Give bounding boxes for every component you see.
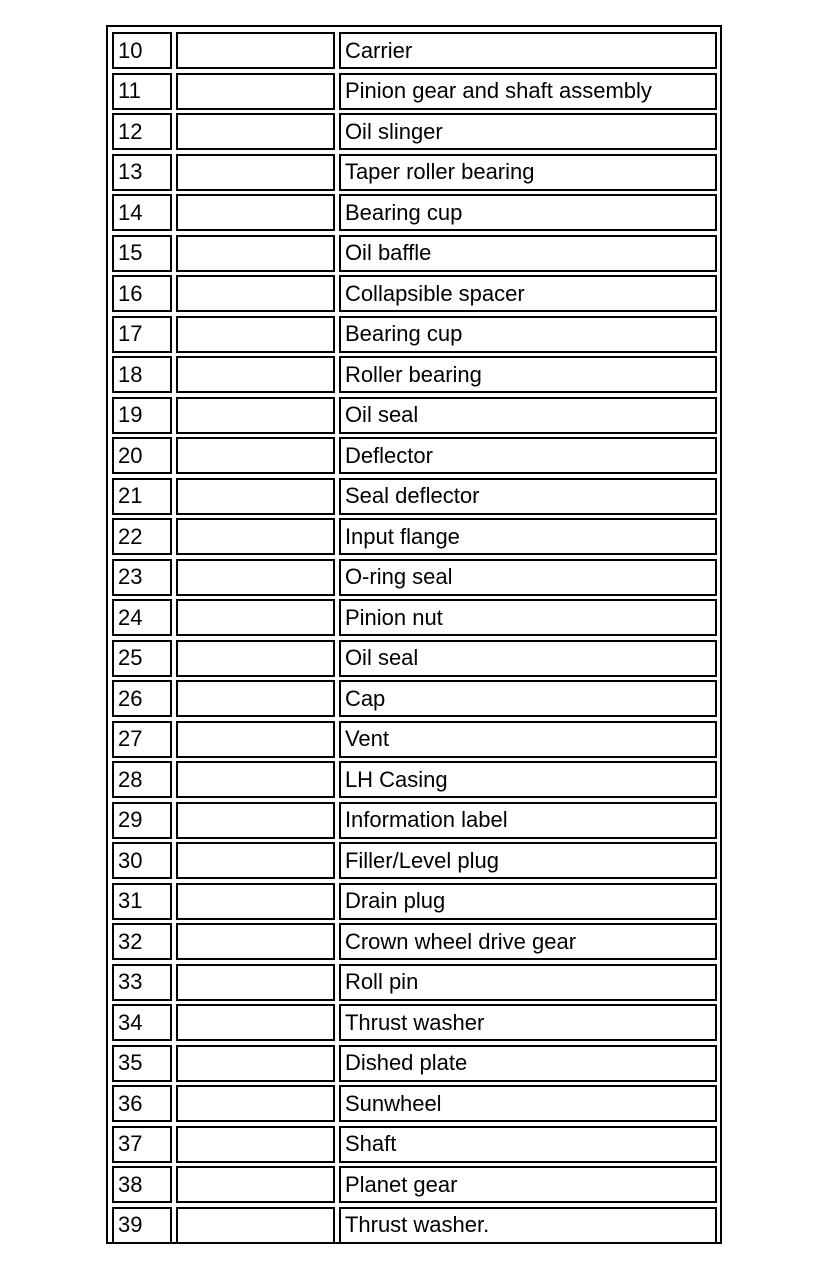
table-row	[112, 1002, 717, 1043]
description-cell: Oil baffle	[339, 235, 717, 272]
table-row	[112, 597, 717, 638]
item-number-cell: 14	[112, 194, 172, 231]
table-row	[112, 1164, 717, 1205]
table-row	[112, 1083, 717, 1124]
table-row	[112, 354, 717, 395]
description-cell: Oil slinger	[339, 113, 717, 150]
description-cell: Oil seal	[339, 640, 717, 677]
parts-table	[106, 25, 722, 1244]
description-cell: Thrust washer	[339, 1004, 717, 1041]
blank-cell	[176, 1004, 335, 1041]
table-row	[112, 152, 717, 193]
description-cell: O-ring seal	[339, 559, 717, 596]
description-cell: Filler/Level plug	[339, 842, 717, 879]
item-number-cell: 15	[112, 235, 172, 272]
table-row	[112, 314, 717, 355]
item-number-cell: 28	[112, 761, 172, 798]
blank-cell	[176, 842, 335, 879]
blank-cell	[176, 235, 335, 272]
description-cell: Cap	[339, 680, 717, 717]
item-number-cell: 22	[112, 518, 172, 555]
blank-cell	[176, 437, 335, 474]
table-row	[112, 273, 717, 314]
item-number-cell: 13	[112, 154, 172, 191]
description-cell: Vent	[339, 721, 717, 758]
blank-cell	[176, 761, 335, 798]
table-row	[112, 30, 717, 71]
table-row	[112, 921, 717, 962]
description-cell: Sunwheel	[339, 1085, 717, 1122]
table-row	[112, 71, 717, 112]
item-number-cell: 11	[112, 73, 172, 110]
table-row	[112, 516, 717, 557]
blank-cell	[176, 518, 335, 555]
table-row	[112, 435, 717, 476]
item-number-cell: 30	[112, 842, 172, 879]
description-cell: Oil seal	[339, 397, 717, 434]
item-number-cell: 31	[112, 883, 172, 920]
item-number-cell: 23	[112, 559, 172, 596]
item-number-cell: 25	[112, 640, 172, 677]
description-cell: Roller bearing	[339, 356, 717, 393]
blank-cell	[176, 194, 335, 231]
blank-cell	[176, 397, 335, 434]
description-cell: Roll pin	[339, 964, 717, 1001]
table-row	[112, 557, 717, 598]
item-number-cell: 26	[112, 680, 172, 717]
item-number-cell: 35	[112, 1045, 172, 1082]
blank-cell	[176, 316, 335, 353]
table-row	[112, 233, 717, 274]
description-cell: Collapsible spacer	[339, 275, 717, 312]
blank-cell	[176, 923, 335, 960]
item-number-cell: 10	[112, 32, 172, 69]
description-cell: Thrust washer.	[339, 1207, 717, 1244]
description-cell: Taper roller bearing	[339, 154, 717, 191]
table-row	[112, 111, 717, 152]
description-cell: LH Casing	[339, 761, 717, 798]
description-cell: Planet gear	[339, 1166, 717, 1203]
description-cell: Dished plate	[339, 1045, 717, 1082]
blank-cell	[176, 32, 335, 69]
table-row	[112, 1043, 717, 1084]
item-number-cell: 27	[112, 721, 172, 758]
blank-cell	[176, 356, 335, 393]
blank-cell	[176, 559, 335, 596]
description-cell: Input flange	[339, 518, 717, 555]
blank-cell	[176, 883, 335, 920]
blank-cell	[176, 275, 335, 312]
table-row	[112, 1205, 717, 1246]
table-row	[112, 719, 717, 760]
item-number-cell: 16	[112, 275, 172, 312]
description-cell: Bearing cup	[339, 194, 717, 231]
item-number-cell: 39	[112, 1207, 172, 1244]
blank-cell	[176, 599, 335, 636]
table-row	[112, 759, 717, 800]
description-cell: Deflector	[339, 437, 717, 474]
item-number-cell: 21	[112, 478, 172, 515]
blank-cell	[176, 964, 335, 1001]
description-cell: Pinion nut	[339, 599, 717, 636]
description-cell: Carrier	[339, 32, 717, 69]
blank-cell	[176, 1085, 335, 1122]
blank-cell	[176, 1126, 335, 1163]
item-number-cell: 34	[112, 1004, 172, 1041]
table-row	[112, 638, 717, 679]
blank-cell	[176, 640, 335, 677]
table-row	[112, 1124, 717, 1165]
item-number-cell: 33	[112, 964, 172, 1001]
description-cell: Crown wheel drive gear	[339, 923, 717, 960]
table-row	[112, 192, 717, 233]
table-row	[112, 800, 717, 841]
table-row	[112, 881, 717, 922]
blank-cell	[176, 680, 335, 717]
blank-cell	[176, 721, 335, 758]
blank-cell	[176, 1045, 335, 1082]
table-row	[112, 678, 717, 719]
description-cell: Seal deflector	[339, 478, 717, 515]
table-row	[112, 962, 717, 1003]
blank-cell	[176, 802, 335, 839]
blank-cell	[176, 1166, 335, 1203]
blank-cell	[176, 478, 335, 515]
item-number-cell: 20	[112, 437, 172, 474]
table-row	[112, 840, 717, 881]
table-row	[112, 395, 717, 436]
item-number-cell: 38	[112, 1166, 172, 1203]
item-number-cell: 18	[112, 356, 172, 393]
item-number-cell: 24	[112, 599, 172, 636]
description-cell: Drain plug	[339, 883, 717, 920]
blank-cell	[176, 154, 335, 191]
item-number-cell: 36	[112, 1085, 172, 1122]
item-number-cell: 19	[112, 397, 172, 434]
blank-cell	[176, 1207, 335, 1244]
item-number-cell: 29	[112, 802, 172, 839]
blank-cell	[176, 73, 335, 110]
blank-cell	[176, 113, 335, 150]
description-cell: Information label	[339, 802, 717, 839]
description-cell: Bearing cup	[339, 316, 717, 353]
item-number-cell: 17	[112, 316, 172, 353]
item-number-cell: 37	[112, 1126, 172, 1163]
description-cell: Pinion gear and shaft assembly	[339, 73, 717, 110]
description-cell: Shaft	[339, 1126, 717, 1163]
table-row	[112, 476, 717, 517]
item-number-cell: 12	[112, 113, 172, 150]
item-number-cell: 32	[112, 923, 172, 960]
